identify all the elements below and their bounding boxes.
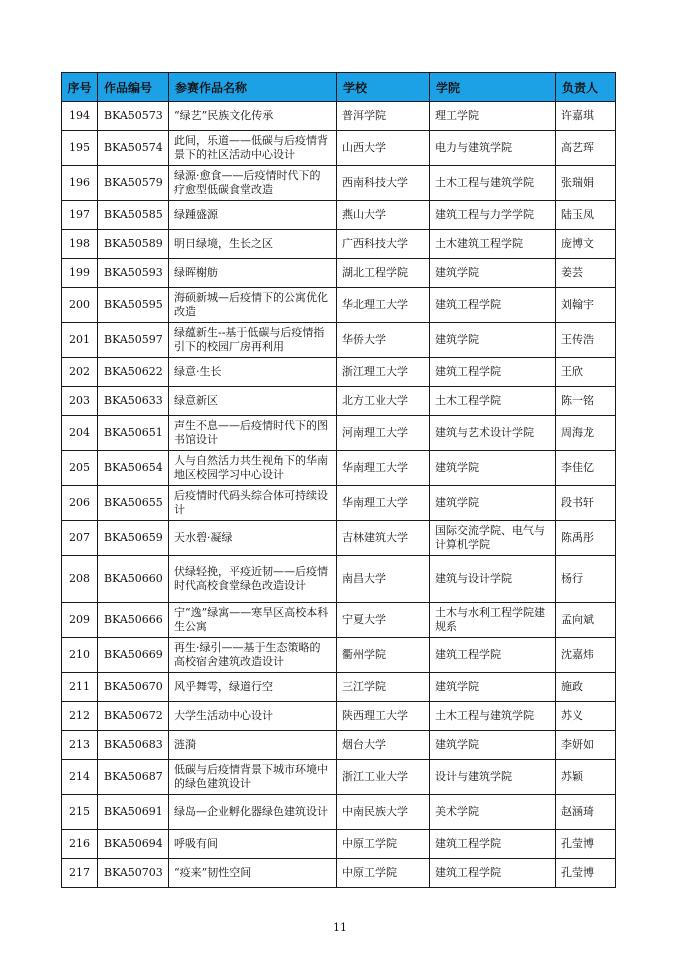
cell-code: BKA50595 (98, 288, 169, 323)
cell-code: BKA50597 (98, 323, 169, 358)
header-school: 学校 (337, 73, 430, 102)
cell-name: 此间，乐道——低碳与后疫情背景下的社区活动中心设计 (169, 131, 337, 166)
cell-school: 南昌大学 (337, 556, 430, 603)
table-row (62, 102, 616, 131)
cell-school: 三江学院 (337, 673, 430, 702)
cell-college: 建筑工程与力学学院 (430, 201, 556, 230)
header-code: 作品编号 (98, 73, 169, 102)
table-row (62, 859, 616, 888)
cell-leader: 李佳亿 (556, 451, 616, 486)
table-row (62, 288, 616, 323)
cell-no: 206 (62, 486, 98, 521)
cell-no: 197 (62, 201, 98, 230)
cell-college: 土木工程学院 (430, 387, 556, 416)
cell-no: 213 (62, 731, 98, 760)
cell-name: “疫来”韧性空间 (169, 859, 337, 888)
cell-no: 200 (62, 288, 98, 323)
cell-leader: 孟向斌 (556, 603, 616, 638)
cell-no: 214 (62, 760, 98, 795)
table-row (62, 760, 616, 795)
cell-code: BKA50670 (98, 673, 169, 702)
cell-name: 声生不息——后疫情时代下的图书馆设计 (169, 416, 337, 451)
cell-code: BKA50573 (98, 102, 169, 131)
cell-college: 建筑工程学院 (430, 859, 556, 888)
table-row (62, 451, 616, 486)
cell-school: 陕西理工大学 (337, 702, 430, 731)
cell-no: 196 (62, 166, 98, 201)
cell-college: 设计与建筑学院 (430, 760, 556, 795)
cell-school: 山西大学 (337, 131, 430, 166)
cell-no: 212 (62, 702, 98, 731)
cell-school: 宁夏大学 (337, 603, 430, 638)
cell-school: 中原工学院 (337, 830, 430, 859)
cell-code: BKA50574 (98, 131, 169, 166)
cell-college: 建筑学院 (430, 673, 556, 702)
table-row (62, 673, 616, 702)
header-no: 序号 (62, 73, 98, 102)
cell-name: 风乎舞雩，绿道行空 (169, 673, 337, 702)
cell-school: 广西科技大学 (337, 230, 430, 259)
cell-leader: 施政 (556, 673, 616, 702)
cell-school: 河南理工大学 (337, 416, 430, 451)
cell-college: 建筑工程学院 (430, 358, 556, 387)
table-row (62, 259, 616, 288)
cell-no: 209 (62, 603, 98, 638)
cell-code: BKA50694 (98, 830, 169, 859)
cell-college: 理工学院 (430, 102, 556, 131)
cell-code: BKA50622 (98, 358, 169, 387)
table-row (62, 638, 616, 673)
cell-code: BKA50651 (98, 416, 169, 451)
cell-name: 绿蕴新生--基于低碳与后疫情指引下的校园厂房再利用 (169, 323, 337, 358)
cell-code: BKA50659 (98, 521, 169, 556)
cell-college: 建筑学院 (430, 259, 556, 288)
cell-name: 伏绿轻挽，平疫近韧——后疫情时代高校食堂绿色改造设计 (169, 556, 337, 603)
cell-no: 201 (62, 323, 98, 358)
cell-college: 土木与水利工程学院建规系 (430, 603, 556, 638)
cell-code: BKA50669 (98, 638, 169, 673)
cell-leader: 沈嘉炜 (556, 638, 616, 673)
cell-no: 211 (62, 673, 98, 702)
header-name: 参赛作品名称 (169, 73, 337, 102)
cell-code: BKA50593 (98, 259, 169, 288)
header-leader: 负责人 (556, 73, 616, 102)
table-row (62, 230, 616, 259)
cell-school: 吉林建筑大学 (337, 521, 430, 556)
cell-name: 后疫情时代码头综合体可持续设计 (169, 486, 337, 521)
page-number: 11 (333, 921, 347, 934)
cell-no: 202 (62, 358, 98, 387)
cell-code: BKA50666 (98, 603, 169, 638)
cell-leader: 苏义 (556, 702, 616, 731)
cell-no: 194 (62, 102, 98, 131)
cell-school: 燕山大学 (337, 201, 430, 230)
cell-no: 208 (62, 556, 98, 603)
cell-college: 建筑学院 (430, 323, 556, 358)
cell-college: 建筑工程学院 (430, 638, 556, 673)
cell-college: 建筑学院 (430, 451, 556, 486)
cell-college: 建筑学院 (430, 731, 556, 760)
cell-leader: 高艺珲 (556, 131, 616, 166)
cell-leader: 杨行 (556, 556, 616, 603)
cell-college: 电力与建筑学院 (430, 131, 556, 166)
table-row (62, 521, 616, 556)
cell-no: 195 (62, 131, 98, 166)
cell-name: 绿源·愈食——后疫情时代下的疗愈型低碳食堂改造 (169, 166, 337, 201)
table-row (62, 387, 616, 416)
cell-name: 明日绿境，生长之区 (169, 230, 337, 259)
cell-leader: 陈禹彤 (556, 521, 616, 556)
cell-name: 绿岛—企业孵化器绿色建筑设计 (169, 795, 337, 830)
cell-school: 浙江理工大学 (337, 358, 430, 387)
cell-leader: 王欣 (556, 358, 616, 387)
cell-college: 建筑学院 (430, 486, 556, 521)
cell-name: “绿艺”民族文化传承 (169, 102, 337, 131)
cell-leader: 陆玉凤 (556, 201, 616, 230)
cell-school: 烟台大学 (337, 731, 430, 760)
cell-school: 普洱学院 (337, 102, 430, 131)
cell-name: 涟漪 (169, 731, 337, 760)
cell-code: BKA50683 (98, 731, 169, 760)
cell-school: 湖北工程学院 (337, 259, 430, 288)
cell-name: 大学生活动中心设计 (169, 702, 337, 731)
cell-leader: 刘翰宇 (556, 288, 616, 323)
cell-leader: 赵涵琦 (556, 795, 616, 830)
cell-school: 西南科技大学 (337, 166, 430, 201)
table-row (62, 131, 616, 166)
cell-name: 绿意新区 (169, 387, 337, 416)
table-row (62, 166, 616, 201)
cell-no: 204 (62, 416, 98, 451)
cell-no: 210 (62, 638, 98, 673)
table-row (62, 556, 616, 603)
cell-school: 中原工学院 (337, 859, 430, 888)
cell-no: 215 (62, 795, 98, 830)
cell-code: BKA50691 (98, 795, 169, 830)
cell-college: 建筑与设计学院 (430, 556, 556, 603)
cell-no: 198 (62, 230, 98, 259)
cell-name: 低碳与后疫情背景下城市环境中的绿色建筑设计 (169, 760, 337, 795)
cell-name: 呼吸有间 (169, 830, 337, 859)
entries-table (61, 72, 616, 888)
table-row (62, 731, 616, 760)
table-body (62, 102, 616, 888)
cell-leader: 庞博文 (556, 230, 616, 259)
cell-name: 绿踵盛源 (169, 201, 337, 230)
cell-no: 207 (62, 521, 98, 556)
cell-school: 华南理工大学 (337, 486, 430, 521)
cell-name: 天水碧·凝绿 (169, 521, 337, 556)
cell-code: BKA50687 (98, 760, 169, 795)
table-row (62, 416, 616, 451)
table-row (62, 830, 616, 859)
cell-college: 土木工程与建筑学院 (430, 702, 556, 731)
cell-no: 203 (62, 387, 98, 416)
cell-leader: 王传浩 (556, 323, 616, 358)
cell-college: 美术学院 (430, 795, 556, 830)
table-header-row (62, 73, 616, 102)
cell-name: 绿晖榭舫 (169, 259, 337, 288)
cell-name: 宁“逸”绿寓——寒旱区高校本科生公寓 (169, 603, 337, 638)
cell-code: BKA50589 (98, 230, 169, 259)
cell-code: BKA50660 (98, 556, 169, 603)
cell-college: 建筑与艺术设计学院 (430, 416, 556, 451)
cell-no: 205 (62, 451, 98, 486)
cell-no: 216 (62, 830, 98, 859)
table-row (62, 702, 616, 731)
cell-college: 建筑工程学院 (430, 830, 556, 859)
table-row (62, 795, 616, 830)
cell-school: 华南理工大学 (337, 451, 430, 486)
cell-code: BKA50633 (98, 387, 169, 416)
table-row (62, 201, 616, 230)
cell-leader: 孔莹博 (556, 830, 616, 859)
cell-leader: 段书轩 (556, 486, 616, 521)
cell-leader: 陈一铭 (556, 387, 616, 416)
cell-school: 华北理工大学 (337, 288, 430, 323)
cell-college: 土木工程与建筑学院 (430, 166, 556, 201)
cell-code: BKA50654 (98, 451, 169, 486)
cell-leader: 许嘉琪 (556, 102, 616, 131)
cell-school: 北方工业大学 (337, 387, 430, 416)
cell-school: 衢州学院 (337, 638, 430, 673)
table-row (62, 358, 616, 387)
table-row (62, 323, 616, 358)
cell-leader: 姜芸 (556, 259, 616, 288)
cell-college: 土木建筑工程学院 (430, 230, 556, 259)
header-college: 学院 (430, 73, 556, 102)
cell-school: 中南民族大学 (337, 795, 430, 830)
cell-code: BKA50672 (98, 702, 169, 731)
cell-school: 华侨大学 (337, 323, 430, 358)
cell-code: BKA50703 (98, 859, 169, 888)
cell-code: BKA50579 (98, 166, 169, 201)
cell-name: 人与自然活力共生视角下的华南地区校园学习中心设计 (169, 451, 337, 486)
table-row (62, 486, 616, 521)
cell-name: 海硕新城—后疫情下的公寓优化改造 (169, 288, 337, 323)
cell-leader: 周海龙 (556, 416, 616, 451)
cell-code: BKA50655 (98, 486, 169, 521)
cell-school: 浙江工业大学 (337, 760, 430, 795)
cell-college: 国际交流学院、电气与计算机学院 (430, 521, 556, 556)
cell-name: 绿意·生长 (169, 358, 337, 387)
cell-name: 再生·绿引——基于生态策略的高校宿舍建筑改造设计 (169, 638, 337, 673)
cell-college: 建筑工程学院 (430, 288, 556, 323)
cell-no: 217 (62, 859, 98, 888)
cell-leader: 苏颖 (556, 760, 616, 795)
cell-leader: 孔莹博 (556, 859, 616, 888)
cell-no: 199 (62, 259, 98, 288)
cell-leader: 李妍如 (556, 731, 616, 760)
table-row (62, 603, 616, 638)
cell-code: BKA50585 (98, 201, 169, 230)
cell-leader: 张瑞娟 (556, 166, 616, 201)
